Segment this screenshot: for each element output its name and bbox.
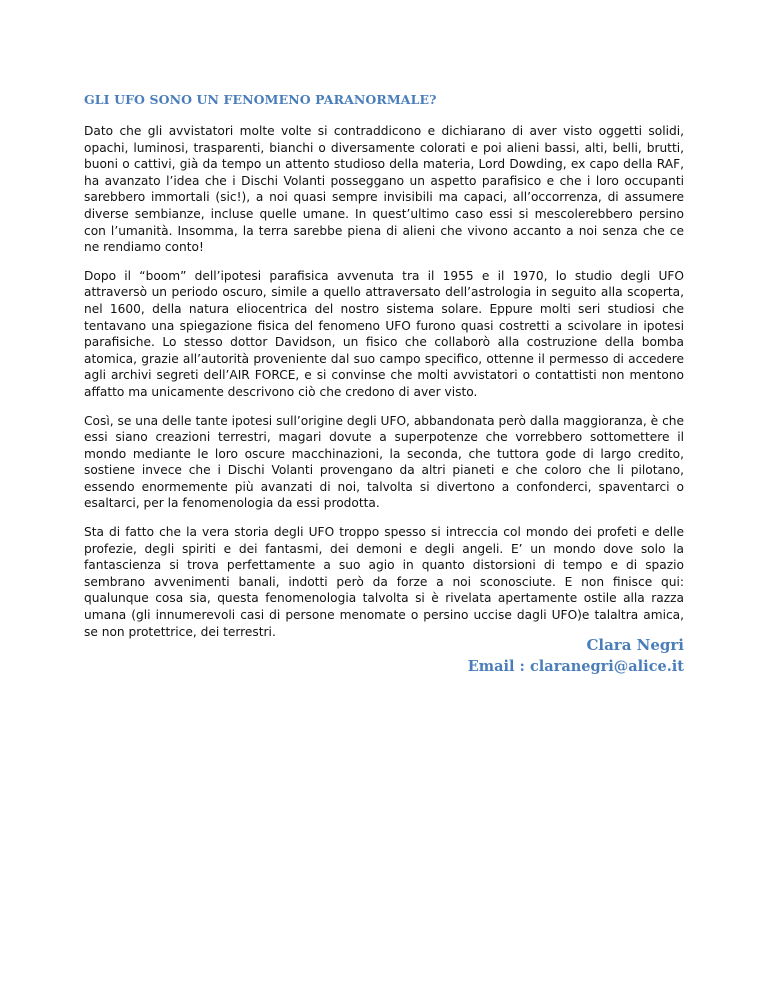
author-name: Clara Negri	[586, 636, 684, 654]
author-email: Email : claranegri@alice.it	[467, 658, 684, 675]
document-title: GLI UFO SONO UN FENOMENO PARANORMALE?	[84, 92, 437, 107]
document-page	[84, 92, 684, 675]
paragraph-4: Sta di fatto che la vera storia degli UFO troppo spesso si intreccia col mondo dei profeti e delle profezie, degli spiriti e dei fantasmi, dei demoni e degli angeli. E’ un mondo dove solo la fantascienza si trova perfettamente a suo agio in quanto distorsioni di tempo e di spazio sembrano avvenimenti banali, indotti però da forze a noi sconosciute. E non finisce qui: qualunque cosa sia, questa fenomenologia talvolta si è rivelata apertamente ostile alla razza umana (gli innumerevoli casi di persone menomate o persino uccise dagli UFO)e talaltra amica, se non protettrice, dei terrestri.	[84, 525, 684, 639]
paragraph-3: Così, se una delle tante ipotesi sull’origine degli UFO, abbandonata però dalla maggioranza, è che essi siano creazioni terrestri, magari dovute a superpotenze che vorrebbero sottomettere il mondo mediante le loro oscure macchinazioni, la seconda, che tuttora gode di largo credito, sostiene invece che i Dischi Volanti provengano da altri pianeti e che coloro che li pilotano, essendo enormemente più avanzati di noi, talvolta si divertono a confonderci, spaventarci o esaltarci, per la fenomenologia da essi prodotta.	[84, 413, 684, 511]
signature-block	[468, 634, 684, 678]
paragraph-1: Dato che gli avvistatori molte volte si contraddicono e dichiarano di aver visto oggetti solidi, opachi, luminosi, trasparenti, bianchi o diversamente colorati e poi alieni bassi, alti, belli, brutti, buoni o cattivi, già da tempo un attento studioso della materia, Lord Dowding, ex capo della RAF, ha avanzato l’idea che i Dischi Volanti posseggano un aspetto parafisico e che i loro occupanti sarebbero immortali (sic!), a noi quasi sempre invisibili ma capaci, all’occorrenza, di assumere diverse sembianze, incluse quelle umane. In quest’ultimo caso essi si mescolerebbero persino con l’umanità. Insomma, la terra sarebbe piena di alieni che vivono accanto a noi senza che ce ne rendiamo conto!	[84, 124, 684, 255]
paragraph-2: Dopo il “boom” dell’ipotesi parafisica avvenuta tra il 1955 e il 1970, lo studio degli UFO attraversò un periodo oscuro, simile a quello attraversato dell’astrologia in seguito alla scoperta, nel 1600, della natura eliocentrica del nostro sistema solare. Eppure molti seri studiosi che tentavano una spiegazione fisica del fenomeno UFO furono quasi costretti a scivolare in ipotesi parafisiche. Lo stesso dottor Davidson, un fisico che collaborò alla costruzione della bomba atomica, grazie all’autorità proveniente dal suo campo specifico, ottenne il permesso di accedere agli archivi segreti dell’AIR FORCE, e si convinse che molti avvistatori o contattisti non mentono affatto ma unicamente descrivono ciò che credono di aver visto.	[84, 268, 684, 399]
